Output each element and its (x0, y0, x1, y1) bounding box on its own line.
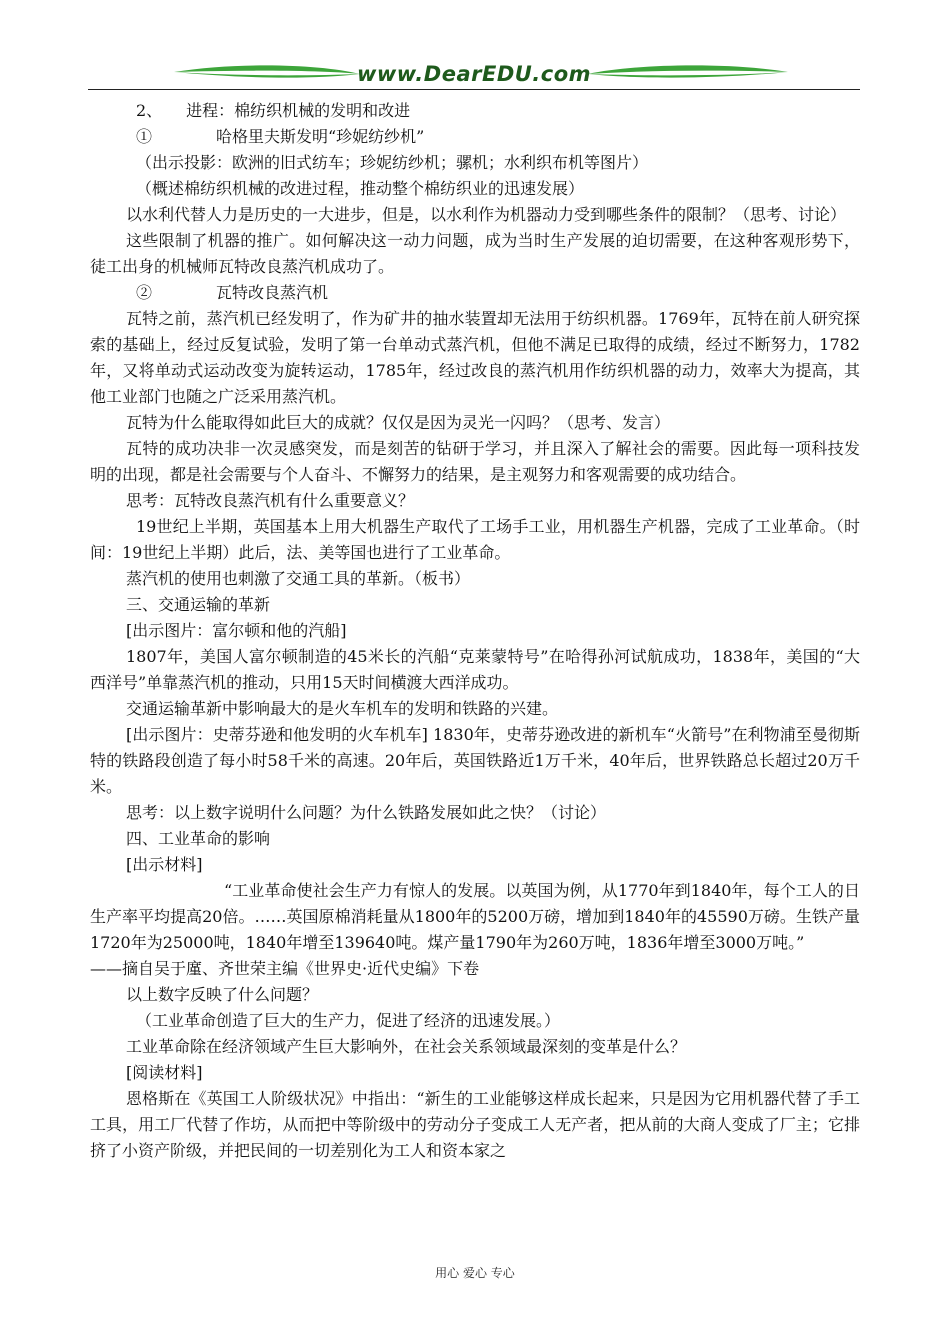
paragraph: 工业革命除在经济领域产生巨大影响外，在社会关系领域最深刻的变革是什么？ (126, 1037, 687, 1056)
header-rule (88, 89, 860, 90)
paragraph: （概述棉纺织机械的改进过程，推动整个棉纺织业的迅速发展） (136, 179, 585, 198)
paragraph: 思考：以上数字说明什么问题？为什么铁路发展如此之快？（讨论） (126, 803, 607, 822)
paragraph: （工业革命创造了巨大的生产力，促进了经济的迅速发展。） (136, 1011, 561, 1030)
paragraph: 蒸汽机的使用也刺激了交通工具的革新。（板书） (126, 569, 471, 588)
paragraph: （出示投影：欧洲的旧式纺车；珍妮纺纱机；骡机；水利织布机等图片） (136, 153, 649, 172)
paragraph: 瓦特的成功决非一次灵感突发，而是刻苦的钻研于学习，并且深入了解社会的需要。因此每一项科技发明的出现，都是社会需要与个人奋斗、不懈努力的结果，是主观努力和客观需要的成功结合。 (90, 439, 860, 484)
paragraph: 19世纪上半期，英国基本上用大机器生产取代了工场手工业，用机器生产机器，完成了工业革命。（时间：19世纪上半期）此后，法、美等国也进行了工业革命。 (90, 517, 860, 562)
paragraph: ——摘自吴于廑、齐世荣主编《世界史·近代史编》下卷 (90, 959, 480, 978)
paragraph: 1807年，美国人富尔顿制造的45米长的汽船“克莱蒙特号”在哈得孙河试航成功，1838年，美国的“大西洋号”单靠蒸汽机的推动，只用15天时间横渡大西洋成功。 (90, 647, 860, 692)
paragraph: 瓦特为什么能取得如此巨大的成就？仅仅是因为灵光一闪吗？（思考、发言） (126, 413, 671, 432)
paragraph: ① 哈格里夫斯发明“珍妮纺纱机” (136, 127, 425, 146)
paragraph: 恩格斯在《英国工人阶级状况》中指出：“新生的工业能够这样成长起来，只是因为它用机器代替了手工工具，用工厂代替了作坊，从而把中等阶级中的劳动分子变成工人无产者，把从前的大商人变成了厂主；它排挤了小资产阶级，并把民间的一切差别化为工人和资本家之 (90, 1089, 860, 1160)
paragraph: [出示图片：富尔顿和他的汽船] (126, 621, 347, 640)
paragraph: “工业革命使社会生产力有惊人的发展。以英国为例，从1770年到1840年，每个工人的日生产率平均提高20倍。……英国原棉消耗量从1800年的5200万磅，增加到1840年的45590万磅。生铁产量1720年为25000吨，1840年增至139640吨。煤产量1790年为260万吨，1836年增至3000万吨。” (90, 881, 860, 952)
paragraph: 三、交通运输的革新 (126, 595, 271, 614)
paragraph: 四、工业革命的影响 (126, 829, 271, 848)
paragraph: 2、 进程：棉纺织机械的发明和改进 (136, 101, 411, 120)
paragraph: 交通运输革新中影响最大的是火车机车的发明和铁路的兴建。 (126, 699, 559, 718)
paragraph: ② 瓦特改良蒸汽机 (136, 283, 329, 302)
paragraph: 以上数字反映了什么问题？ (126, 985, 319, 1004)
paragraph: [阅读材料] (126, 1063, 203, 1082)
paragraph: 瓦特之前，蒸汽机已经发明了，作为矿井的抽水装置却无法用于纺织机器。1769年，瓦特在前人研究探索的基础上，经过反复试验，发明了第一台单动式蒸汽机，但他不满足已取得的成绩，经过不断努力，1782年，又将单动式运动改变为旋转运动，1785年，经过改良的蒸汽机用作纺织机器的动力，效率大为提高，其他工业部门也随之广泛采用蒸汽机。 (90, 309, 860, 406)
document-body (90, 98, 860, 1164)
page-footer: 用心 爱心 专心 (435, 1266, 515, 1280)
paragraph: [出示图片：史蒂芬逊和他发明的火车机车] 1830年，史蒂芬逊改进的新机车“火箭号”在利物浦至曼彻斯特的铁路段创造了每小时58千米的高速。20年后，英国铁路近1万千米，40年后，世界铁路总长超过20万千米。 (90, 725, 860, 796)
paragraph: [出示材料] (126, 855, 203, 874)
page-header (88, 58, 860, 92)
paragraph: 思考：瓦特改良蒸汽机有什么重要意义？ (126, 491, 415, 510)
paragraph: 以水利代替人力是历史的一大进步，但是，以水利作为机器动力受到哪些条件的限制？（思考、讨论） (126, 205, 847, 224)
site-logo-text: www.DearEDU.com (356, 62, 592, 86)
paragraph: 这些限制了机器的推广。如何解决这一动力问题，成为当时生产发展的迫切需要，在这种客观形势下，徒工出身的机械师瓦特改良蒸汽机成功了。 (90, 231, 860, 276)
